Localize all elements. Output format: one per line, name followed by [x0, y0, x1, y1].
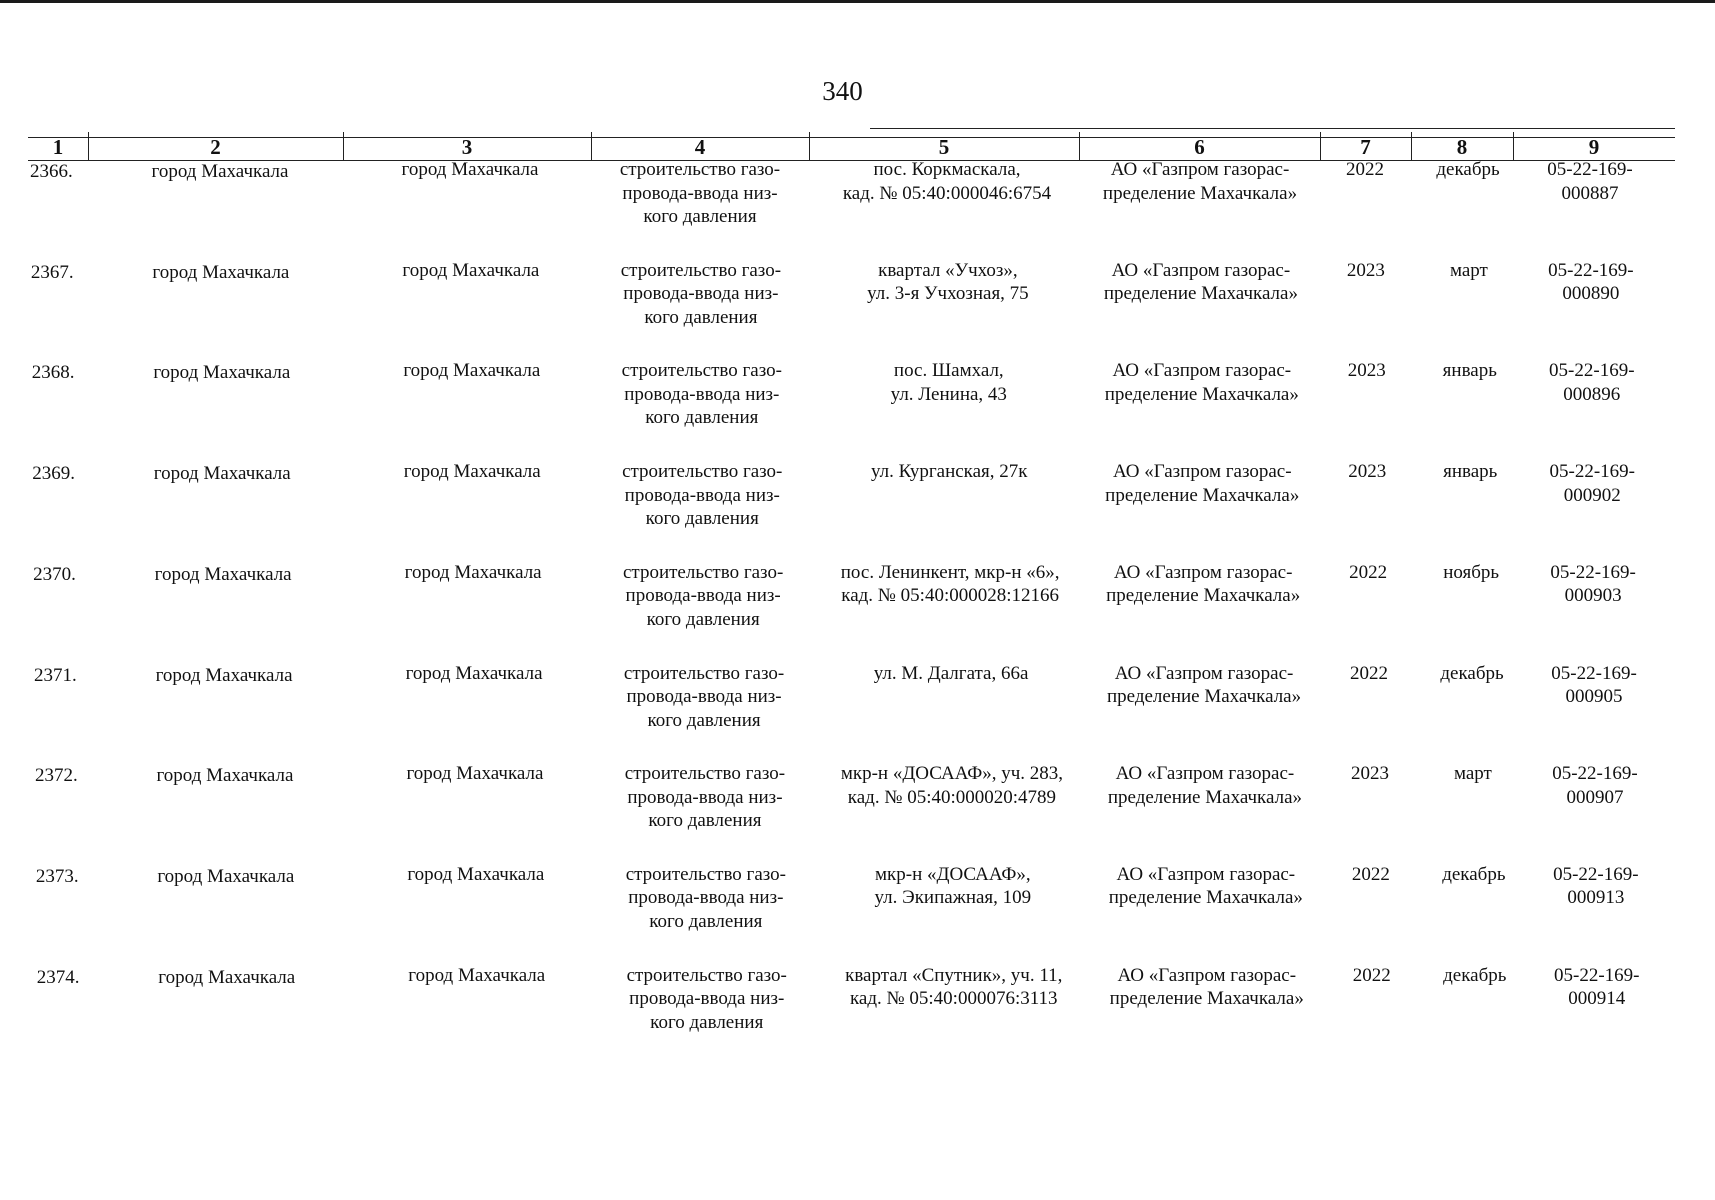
address-cell-line: пос. Шамхал, [893, 360, 1004, 382]
address-cell-line: ул. Экипажная, 109 [874, 887, 1032, 909]
district-cell: город Махачкала [157, 865, 295, 887]
work-description-cell-line: кого давления [649, 910, 763, 932]
month-cell: январь [1443, 461, 1498, 483]
row-number: 2370. [33, 563, 76, 585]
address-cell [815, 561, 1085, 608]
registration-code-cell-line: 05-22-169- [1551, 662, 1637, 684]
registration-code-cell [1531, 259, 1651, 306]
work-description-cell-line: провода-ввода низ- [624, 383, 780, 405]
district-cell: город Махачкала [155, 664, 293, 686]
address-cell-line: пос. Коркмаскала, [873, 159, 1021, 180]
work-description-cell-line: провода-ввода низ- [623, 283, 779, 305]
organization-cell-line: пределение Махачкала» [1108, 887, 1303, 909]
registration-code-cell-line: 05-22-169- [1548, 259, 1634, 281]
registration-code-cell [1532, 359, 1652, 406]
address-cell-line: кад. № 05:40:000076:3113 [849, 988, 1058, 1010]
work-description-cell [605, 762, 805, 833]
year-cell: 2023 [1350, 763, 1389, 785]
table-row [1, 259, 1715, 359]
organization-cell [1091, 863, 1321, 910]
settlement-cell: город Махачкала [402, 259, 540, 281]
registration-code-cell-line: 000903 [1564, 585, 1622, 607]
row-number: 2366. [30, 161, 73, 182]
year-cell: 2022 [1346, 159, 1384, 180]
organization-cell-line: АО «Газпром газорас- [1117, 964, 1297, 986]
year-cell: 2022 [1350, 662, 1389, 684]
organization-cell [1085, 158, 1315, 205]
row-number: 2368. [31, 362, 75, 384]
row-number: 2372. [34, 765, 78, 787]
settlement-cell: город Махачкала [403, 360, 541, 382]
settlement-cell: город Махачкала [401, 159, 539, 180]
registration-code-cell-line: 05-22-169- [1549, 360, 1635, 382]
registration-code-cell-line: 05-22-169- [1547, 159, 1633, 180]
organization-cell [1088, 561, 1318, 608]
registration-code-cell-line: 000913 [1567, 887, 1625, 909]
work-description-cell-line: кого давления [644, 306, 758, 328]
organization-cell-line: пределение Махачкала» [1106, 585, 1301, 607]
address-cell [818, 863, 1088, 910]
registration-code-cell [1532, 460, 1652, 507]
settlement-cell: город Махачкала [404, 561, 542, 583]
registration-code-cell [1534, 662, 1654, 709]
registration-code-cell-line: 05-22-169- [1550, 561, 1636, 583]
registration-code-cell-line: 000905 [1565, 686, 1623, 707]
work-description-cell [601, 259, 801, 330]
row-number: 2371. [34, 664, 77, 686]
district-cell: город Махачкала [154, 563, 292, 585]
address-cell [819, 964, 1089, 1011]
address-cell [813, 259, 1083, 306]
registration-code-cell [1537, 964, 1657, 1011]
registration-code-cell-line: 000902 [1563, 484, 1621, 506]
organization-cell-line: пределение Махачкала» [1107, 786, 1303, 808]
organization-cell-line: АО «Газпром газорас- [1116, 863, 1296, 885]
district-cell: город Махачкала [152, 261, 290, 283]
registration-code-cell [1535, 762, 1655, 809]
address-cell-line: пос. Ленинкент, мкр-н «6», [840, 561, 1060, 583]
registration-code-cell-line: 000907 [1566, 786, 1624, 808]
registration-code-cell-line: 05-22-169- [1549, 461, 1635, 483]
work-description-cell [603, 561, 803, 632]
address-cell-line: квартал «Спутник», уч. 11, [845, 964, 1063, 986]
work-description-cell-line: строительство газо- [624, 763, 786, 785]
organization-cell-line: пределение Махачкала» [1105, 484, 1300, 506]
registration-code-cell-line: 000890 [1562, 283, 1620, 305]
organization-cell-line: АО «Газпром газорас- [1110, 159, 1290, 180]
registration-code-cell-line: 05-22-169- [1553, 863, 1639, 885]
work-description-cell-line: провода-ввода низ- [628, 887, 784, 909]
work-description-cell-line: провода-ввода низ- [624, 484, 780, 506]
work-description-cell-line: провода-ввода низ- [626, 686, 782, 707]
column-number-5: 5 [938, 135, 950, 159]
work-description-cell [602, 359, 802, 430]
month-cell: декабрь [1436, 159, 1500, 180]
work-description-cell-line: строительство газо- [623, 662, 785, 684]
row-number: 2369. [32, 463, 75, 485]
settlement-cell: город Махачкала [405, 662, 543, 684]
settlement-cell: город Махачкала [407, 863, 545, 885]
month-cell: март [1453, 763, 1492, 785]
month-cell: декабрь [1440, 662, 1504, 684]
address-cell-line: мкр-н «ДОСААФ», уч. 283, [840, 763, 1064, 785]
address-cell-line: ул. Ленина, 43 [890, 383, 1007, 405]
work-description-cell [602, 460, 802, 531]
address-cell-line: ул. Курганская, 27к [870, 461, 1028, 483]
year-cell: 2022 [1351, 863, 1390, 885]
column-number-7: 7 [1360, 135, 1371, 159]
row-number: 2367. [30, 261, 74, 283]
address-cell-line: ул. 3-я Учхозная, 75 [867, 283, 1029, 305]
month-cell: декабрь [1443, 964, 1507, 986]
work-description-cell-line: кого давления [647, 709, 761, 731]
organization-cell-line: пределение Махачкала» [1109, 988, 1304, 1010]
organization-cell-line: пределение Махачкала» [1106, 686, 1302, 707]
column-number-2: 2 [210, 135, 221, 159]
work-description-cell-line: кого давления [643, 206, 757, 227]
organization-cell [1092, 964, 1322, 1011]
district-cell: город Махачкала [153, 362, 291, 384]
table-row [5, 762, 1715, 862]
month-cell: март [1449, 259, 1488, 281]
organization-cell-line: АО «Газпром газорас- [1114, 662, 1294, 684]
organization-cell [1089, 662, 1319, 709]
registration-code-cell [1533, 561, 1653, 608]
address-cell-line: ул. М. Далгата, 66а [873, 662, 1029, 684]
table-row [3, 561, 1715, 661]
work-description-cell-line: провода-ввода низ- [622, 182, 778, 204]
table-row [4, 662, 1715, 762]
scan-top-edge [0, 0, 1715, 3]
registration-code-cell-line: 05-22-169- [1552, 763, 1638, 785]
work-description-cell [600, 158, 800, 229]
address-cell [814, 460, 1084, 484]
organization-cell-line: АО «Газпром газорас- [1112, 461, 1292, 483]
work-description-cell-line: строительство газо- [619, 159, 781, 180]
month-cell: январь [1442, 360, 1497, 382]
table-row [6, 863, 1715, 963]
address-cell [817, 762, 1087, 809]
organization-cell [1086, 259, 1316, 306]
column-number-6: 6 [1194, 135, 1205, 159]
work-description-cell [607, 964, 807, 1035]
year-cell: 2023 [1347, 360, 1386, 382]
work-description-cell [604, 662, 804, 733]
registration-code-cell [1530, 158, 1650, 205]
organization-cell [1087, 359, 1317, 406]
row-number: 2374. [36, 966, 80, 988]
work-description-cell-line: кого давления [648, 810, 762, 832]
organization-cell-line: АО «Газпром газорас- [1113, 561, 1293, 583]
organization-cell-line: АО «Газпром газорас- [1111, 259, 1291, 281]
month-cell: ноябрь [1443, 561, 1500, 583]
organization-cell-line: пределение Махачкала» [1102, 182, 1298, 204]
district-cell: город Махачкала [151, 161, 289, 182]
district-cell: город Махачкала [158, 966, 296, 988]
work-description-cell-line: кого давления [645, 407, 759, 429]
work-description-cell-line: строительство газо- [626, 964, 787, 986]
column-number-4: 4 [694, 135, 706, 159]
address-cell [812, 158, 1082, 205]
organization-cell [1090, 762, 1320, 809]
page-number: 340 [822, 76, 863, 106]
year-cell: 2023 [1346, 259, 1385, 281]
address-cell [816, 662, 1086, 686]
work-description-cell-line: строительство газо- [622, 561, 784, 583]
registration-code-cell-line: 000896 [1563, 383, 1621, 405]
work-description-cell-line: провода-ввода низ- [625, 585, 781, 607]
organization-cell [1087, 460, 1317, 507]
work-description-cell-line: строительство газо- [622, 461, 783, 483]
registration-code-cell [1536, 863, 1656, 910]
organization-cell-line: пределение Махачкала» [1104, 383, 1299, 405]
work-description-cell-line: строительство газо- [625, 863, 786, 885]
work-description-cell-line: кого давления [650, 1011, 764, 1033]
year-cell: 2023 [1348, 461, 1387, 483]
work-description-cell-line: провода-ввода низ- [627, 786, 783, 808]
work-description-cell-line: строительство газо- [620, 259, 782, 281]
organization-cell-line: АО «Газпром газорас- [1115, 763, 1295, 785]
column-number-1: 1 [52, 135, 64, 159]
year-cell: 2022 [1349, 561, 1388, 583]
district-cell: город Махачкала [153, 463, 291, 485]
address-cell-line: кад. № 05:40:000046:6754 [842, 182, 1052, 204]
address-cell-line: мкр-н «ДОСААФ», [875, 863, 1031, 885]
settlement-cell: город Махачкала [406, 763, 544, 785]
header-rule-upper [870, 128, 1675, 129]
registration-code-cell-line: 000887 [1561, 182, 1619, 204]
work-description-cell-line: кого давления [645, 508, 759, 530]
address-cell-line: квартал «Учхоз», [878, 259, 1018, 281]
work-description-cell-line: кого давления [646, 608, 760, 630]
address-cell [814, 359, 1084, 406]
organization-cell-line: пределение Махачкала» [1103, 283, 1298, 305]
table-row [0, 158, 1715, 258]
row-number: 2373. [35, 865, 79, 887]
settlement-cell: город Махачкала [408, 964, 546, 986]
registration-code-cell-line: 05-22-169- [1554, 964, 1640, 986]
registration-code-cell-line: 000914 [1568, 988, 1626, 1010]
work-description-cell-line: строительство газо- [621, 360, 782, 382]
address-cell-line: кад. № 05:40:000028:12166 [841, 585, 1060, 607]
table-row [7, 964, 1715, 1064]
settlement-cell: город Махачкала [403, 461, 541, 483]
column-number-3: 3 [461, 135, 473, 159]
work-description-cell [606, 863, 806, 934]
district-cell: город Махачкала [156, 765, 294, 787]
month-cell: декабрь [1442, 863, 1506, 885]
column-number-9: 9 [1588, 135, 1600, 159]
work-description-cell-line: провода-ввода низ- [629, 988, 785, 1010]
organization-cell-line: АО «Газпром газорас- [1112, 360, 1292, 382]
address-cell-line: кад. № 05:40:000020:4789 [847, 786, 1057, 808]
table-row [2, 460, 1715, 560]
table-row [2, 359, 1715, 459]
column-number-8: 8 [1456, 135, 1468, 159]
year-cell: 2022 [1352, 964, 1391, 986]
